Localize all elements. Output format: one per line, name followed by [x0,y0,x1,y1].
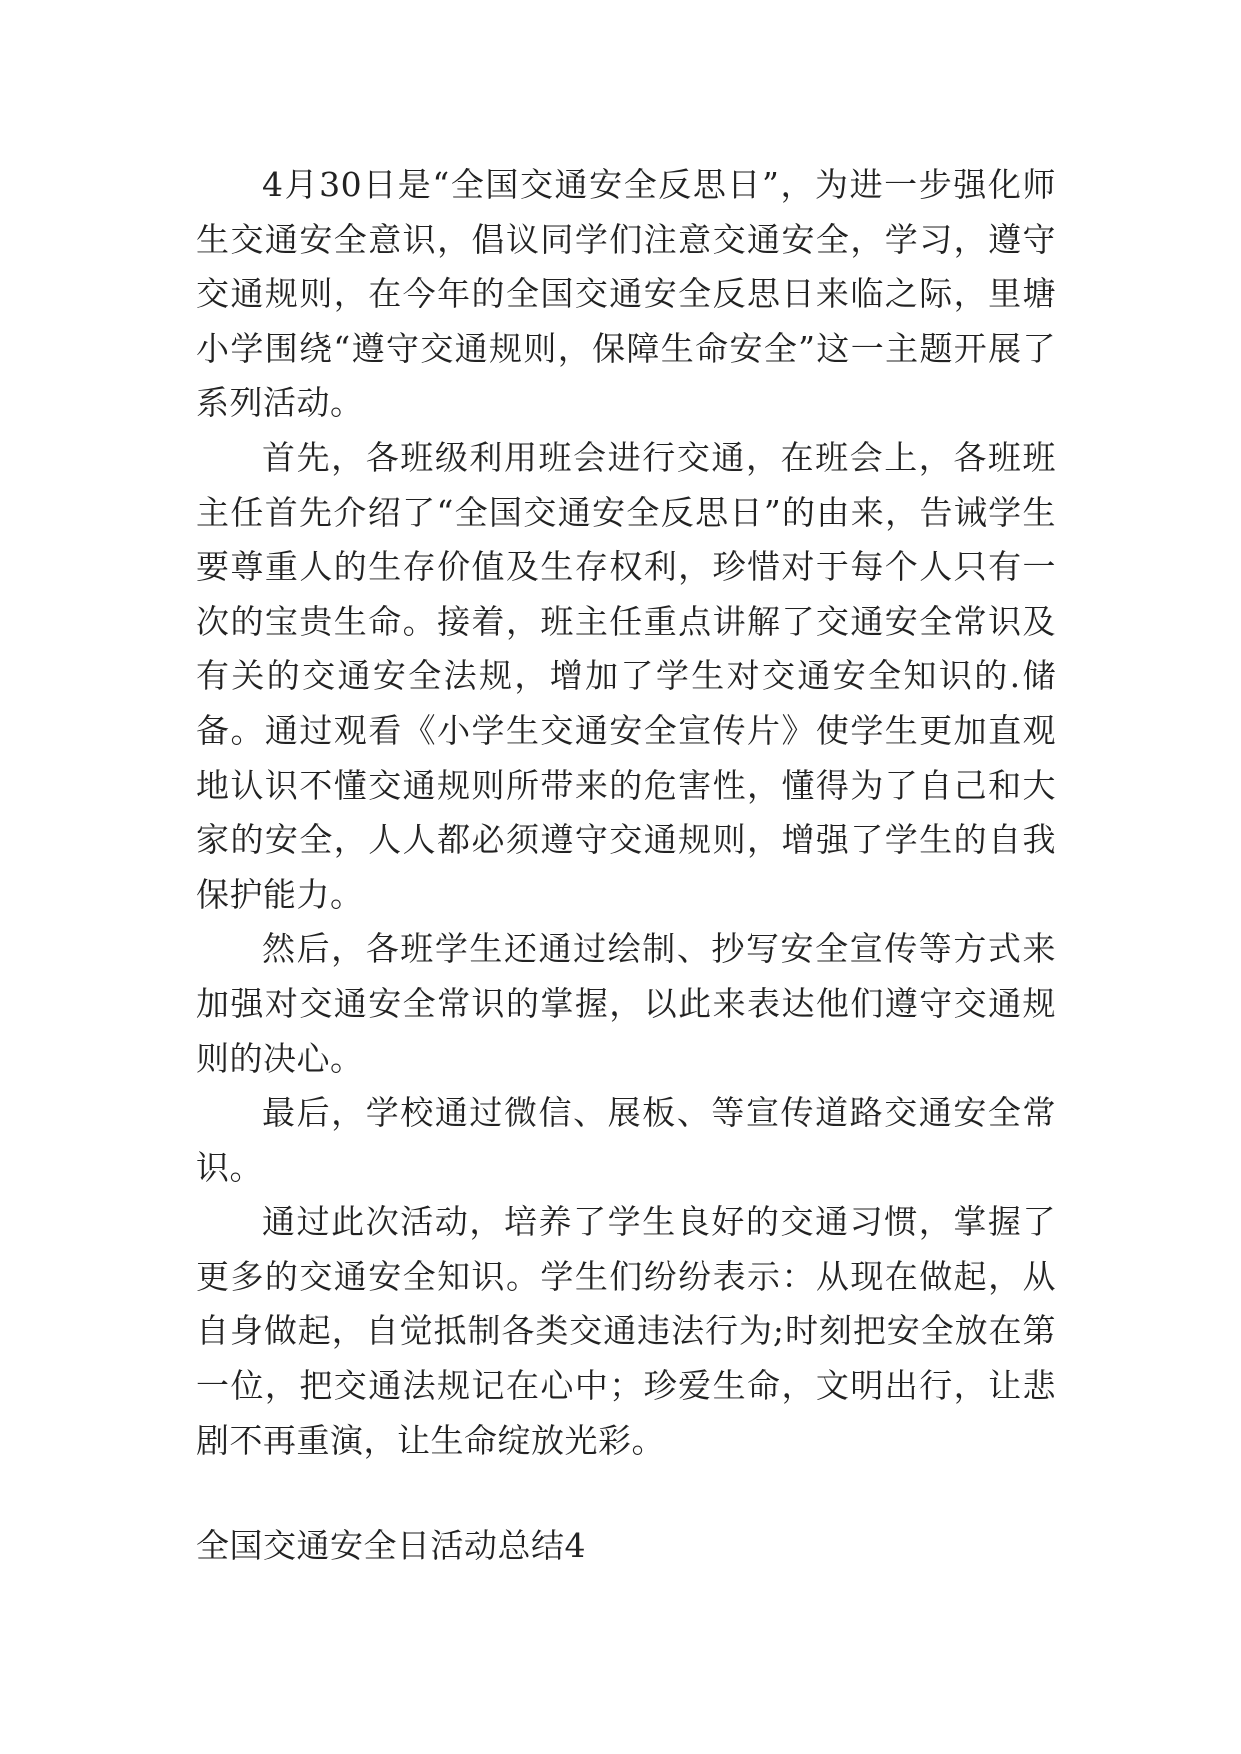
section-title: 全国交通安全日活动总结4 [196,1526,586,1566]
paragraph-intro: 4月30日是“全国交通安全反思日”，为进一步强化师生交通安全意识，倡议同学们注意交通安全，学习，遵守交通规则，在今年的全国交通安全反思日来临之际，里塘小学围绕“遵守交通规则，保障生命安全”这一主题开展了系列活动。 [196,165,1056,423]
paragraph-student-activities: 然后，各班学生还通过绘制、抄写安全宣传等方式来加强对交通安全常识的掌握，以此来表达他们遵守交通规则的决心。 [196,929,1056,1078]
document-body [196,158,1056,1574]
paragraph-school-publicity: 最后，学校通过微信、展板、等宣传道路交通安全常识。 [196,1093,1056,1187]
paragraph-class-meeting: 首先，各班级利用班会进行交通，在班会上，各班班主任首先介绍了“全国交通安全反思日”的由来，告诫学生要尊重人的生存价值及生存权利，珍惜对于每个人只有一次的宝贵生命。接着，班主任重点讲解了交通安全常识及有关的交通安全法规，增加了学生对交通安全知识的.储备。通过观看《小学生交通安全宣传片》使学生更加直观地认识不懂交通规则所带来的危害性，懂得为了自己和大家的安全，人人都必须遵守交通规则，增强了学生的自我保护能力。 [196,437,1056,914]
paragraph-conclusion: 通过此次活动，培养了学生良好的交通习惯，掌握了更多的交通安全知识。学生们纷纷表示：从现在做起，从自身做起，自觉抵制各类交通违法行为;时刻把安全放在第一位，把交通法规记在心中；珍爱生命，文明出行，让悲剧不再重演，让生命绽放光彩。 [196,1202,1056,1460]
